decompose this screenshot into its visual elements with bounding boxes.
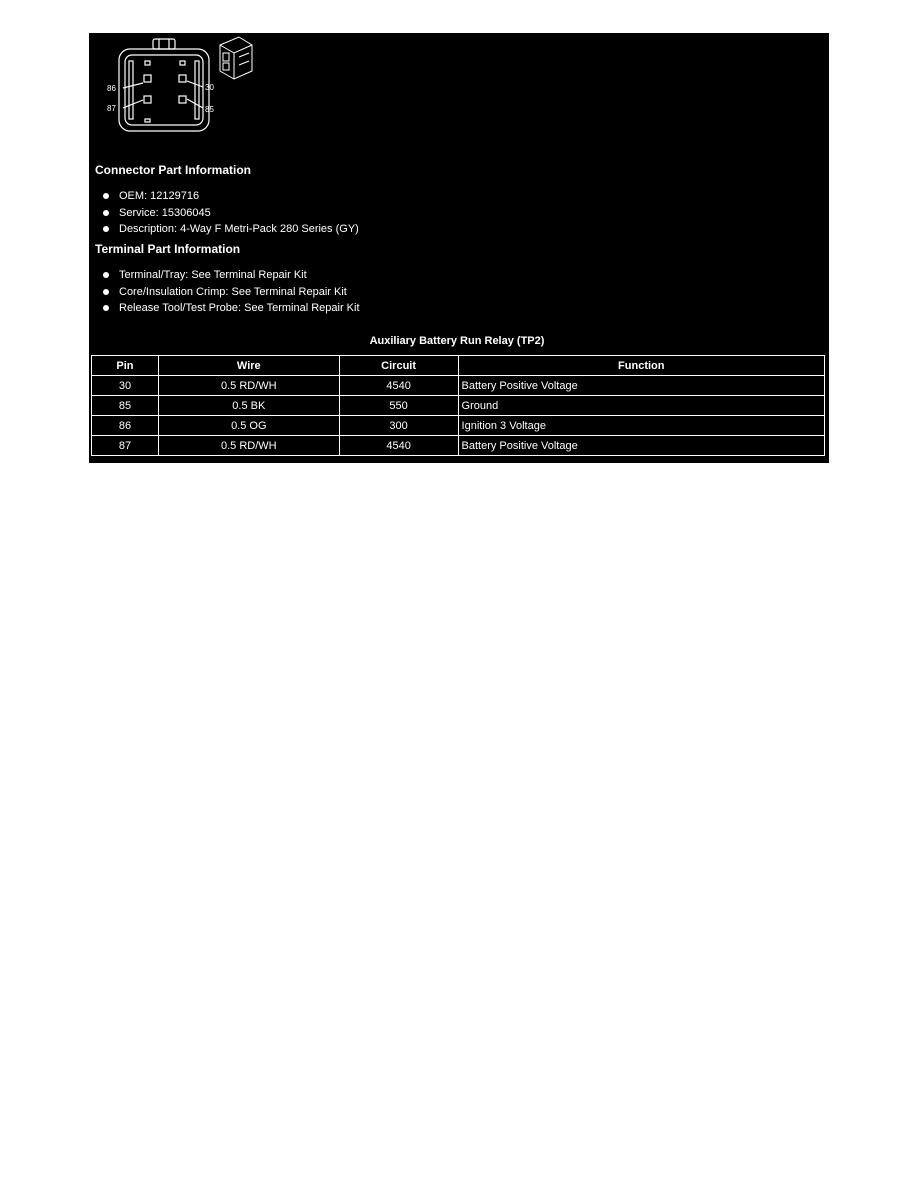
table-title: Auxiliary Battery Run Relay (TP2) <box>369 335 545 347</box>
cell-wire: 0.5 BK <box>158 396 339 416</box>
table-header-row <box>92 356 825 376</box>
terminal-info-item: Terminal/Tray: See Terminal Repair Kit <box>103 267 360 284</box>
header-pin: Pin <box>92 356 159 376</box>
cell-circuit: 300 <box>339 416 458 436</box>
connector-info-item: Description: 4-Way F Metri-Pack 280 Series (GY) <box>103 221 359 238</box>
terminal-info-item: Release Tool/Test Probe: See Terminal Repair Kit <box>103 300 360 317</box>
pin-label-86: 86 <box>107 84 116 93</box>
cell-function: Ignition 3 Voltage <box>458 416 824 436</box>
cell-function: Battery Positive Voltage <box>458 376 824 396</box>
pin-label-87: 87 <box>107 104 116 113</box>
cell-wire: 0.5 RD/WH <box>158 436 339 456</box>
pin-table <box>91 355 825 456</box>
table-row <box>92 376 825 396</box>
cell-pin: 85 <box>92 396 159 416</box>
cell-pin: 86 <box>92 416 159 436</box>
header-wire: Wire <box>158 356 339 376</box>
cell-function: Battery Positive Voltage <box>458 436 824 456</box>
cell-wire: 0.5 RD/WH <box>158 376 339 396</box>
terminal-info-heading: Terminal Part Information <box>95 242 241 256</box>
connector-info-heading: Connector Part Information <box>95 163 252 177</box>
table-row <box>92 416 825 436</box>
table-row <box>92 396 825 416</box>
connector-diagram <box>89 33 269 143</box>
header-circuit: Circuit <box>339 356 458 376</box>
cell-pin: 30 <box>92 376 159 396</box>
connector-info-list <box>103 188 359 238</box>
header-function: Function <box>458 356 824 376</box>
connector-info-item: Service: 15306045 <box>103 205 359 222</box>
pin-label-30: 30 <box>205 83 214 92</box>
cell-circuit: 550 <box>339 396 458 416</box>
cell-pin: 87 <box>92 436 159 456</box>
cell-function: Ground <box>458 396 824 416</box>
connector-info-item: OEM: 12129716 <box>103 188 359 205</box>
cell-circuit: 4540 <box>339 376 458 396</box>
connector-info-panel <box>89 33 829 463</box>
terminal-info-item: Core/Insulation Crimp: See Terminal Repair Kit <box>103 284 360 301</box>
terminal-info-list <box>103 267 360 317</box>
table-row <box>92 436 825 456</box>
cell-circuit: 4540 <box>339 436 458 456</box>
cell-wire: 0.5 OG <box>158 416 339 436</box>
pin-label-85: 85 <box>205 105 214 114</box>
